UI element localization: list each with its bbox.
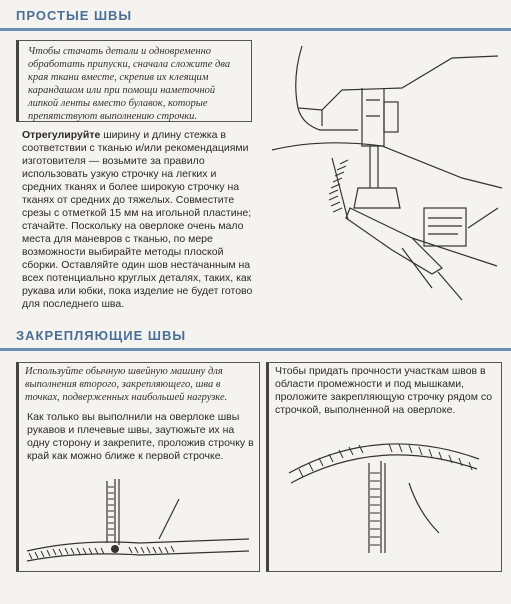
left-panel [16,362,260,572]
note-text: Чтобы стачать детали и одновременно обработать припуски, сначала сложите два края ткани вместе, скрепив их клеящим карандашом или при помощи наметочной липкой ленты вместо булавок, которые препятствуют выполнению строчки. [28,46,231,122]
section-header-reinforcing-seams [0,322,511,351]
sleeve-seam-illustration [19,469,255,569]
body-text [22,129,254,311]
crotch-seam-illustration [269,423,499,563]
right-panel [266,362,502,572]
section-header-simple-seams [0,2,511,31]
body-text-right: Чтобы придать прочности участкам швов в области промежности и под мышками, проложите закрепляющую строчку рядом со строчкой, выполненной на оверлоке. [275,365,493,416]
section-title: ЗАКРЕПЛЯЮЩИЕ ШВЫ [16,328,187,343]
overlock-machine-illustration [262,38,507,313]
note-text: Используйте обычную швейную машину для выполнения второго, закрепляющего, шва в точках, подверженных наибольшей нагрузке. [25,366,228,403]
note-box [16,40,252,122]
body-text-left: Как только вы выполнили на оверлоке швы рукавов и плечевые швы, заутюжьте их на одну сторону и закрепите, проложив строчку в край как можно ближе к первой строчке. [27,411,254,462]
body-rest: ширину и длину стежка в соответствии с тканью и/или рекомендациями изготовителя — возьмите за правило использовать узкую строчку на легких и средних тканях и более широкую строчку на тканях от средних до тяжелых. Совместите срезы с отметкой 15 мм на игольной пластине; стачайте. Поскольку на оверлоке очень мало места для маневров с тканью, по мере возможности выбирайте методы плоской сборки. Оставляйте один шов нестачанным на всех потенциально круглых деталях, таких, как рукава или юбки, пока изделие не будет готово для последнего шва. [22,129,253,310]
section-title: ПРОСТЫЕ ШВЫ [16,8,133,23]
body-lead: Отрегулируйте [22,129,101,141]
